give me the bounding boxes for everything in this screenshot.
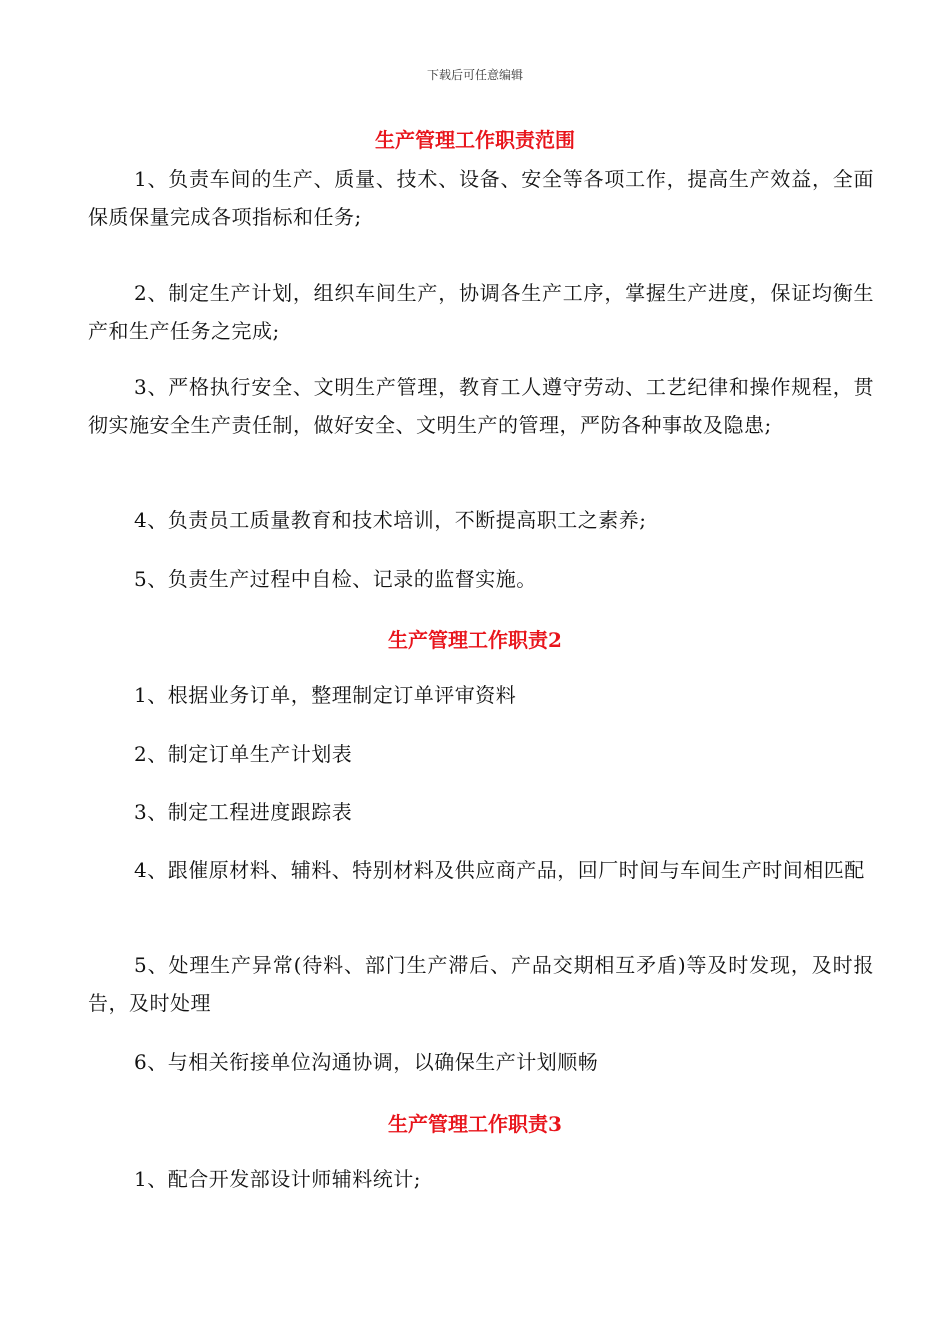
paragraph-1-3: 3、严格执行安全、文明生产管理，教育工人遵守劳动、工艺纪律和操作规程，贯彻实施安全生产责任制，做好安全、文明生产的管理，严防各种事故及隐患; xyxy=(88,375,874,437)
paragraph-2-5: 5、处理生产异常(待料、部门生产滞后、产品交期相互矛盾)等及时发现，及时报告，及时处理 xyxy=(88,953,874,1015)
section-title-1: 生产管理工作职责范围 xyxy=(375,128,575,152)
paragraph-2-6: 6、与相关衔接单位沟通协调，以确保生产计划顺畅 xyxy=(134,1050,599,1074)
section-title-2: 生产管理工作职责2 xyxy=(388,628,562,652)
paragraph-3-1: 1、配合开发部设计师辅料统计; xyxy=(134,1167,421,1191)
paragraph-1-1: 1、负责车间的生产、质量、技术、设备、安全等各项工作，提高生产效益，全面保质保量完成各项指标和任务; xyxy=(88,167,874,229)
section-title-3: 生产管理工作职责3 xyxy=(388,1112,562,1136)
header-note: 下载后可任意编辑 xyxy=(426,68,523,82)
paragraph-2-1: 1、根据业务订单，整理制定订单评审资料 xyxy=(134,683,517,707)
paragraph-1-5: 5、负责生产过程中自检、记录的监督实施。 xyxy=(134,567,537,591)
paragraph-1-4: 4、负责员工质量教育和技术培训，不断提高职工之素养; xyxy=(134,508,647,532)
paragraph-2-2: 2、制定订单生产计划表 xyxy=(134,742,353,766)
paragraph-1-2: 2、制定生产计划，组织车间生产，协调各生产工序，掌握生产进度，保证均衡生产和生产任务之完成; xyxy=(88,281,874,343)
paragraph-2-3: 3、制定工程进度跟踪表 xyxy=(134,800,353,824)
paragraph-2-4: 4、跟催原材料、辅料、特别材料及供应商产品，回厂时间与车间生产时间相匹配 xyxy=(134,858,865,882)
